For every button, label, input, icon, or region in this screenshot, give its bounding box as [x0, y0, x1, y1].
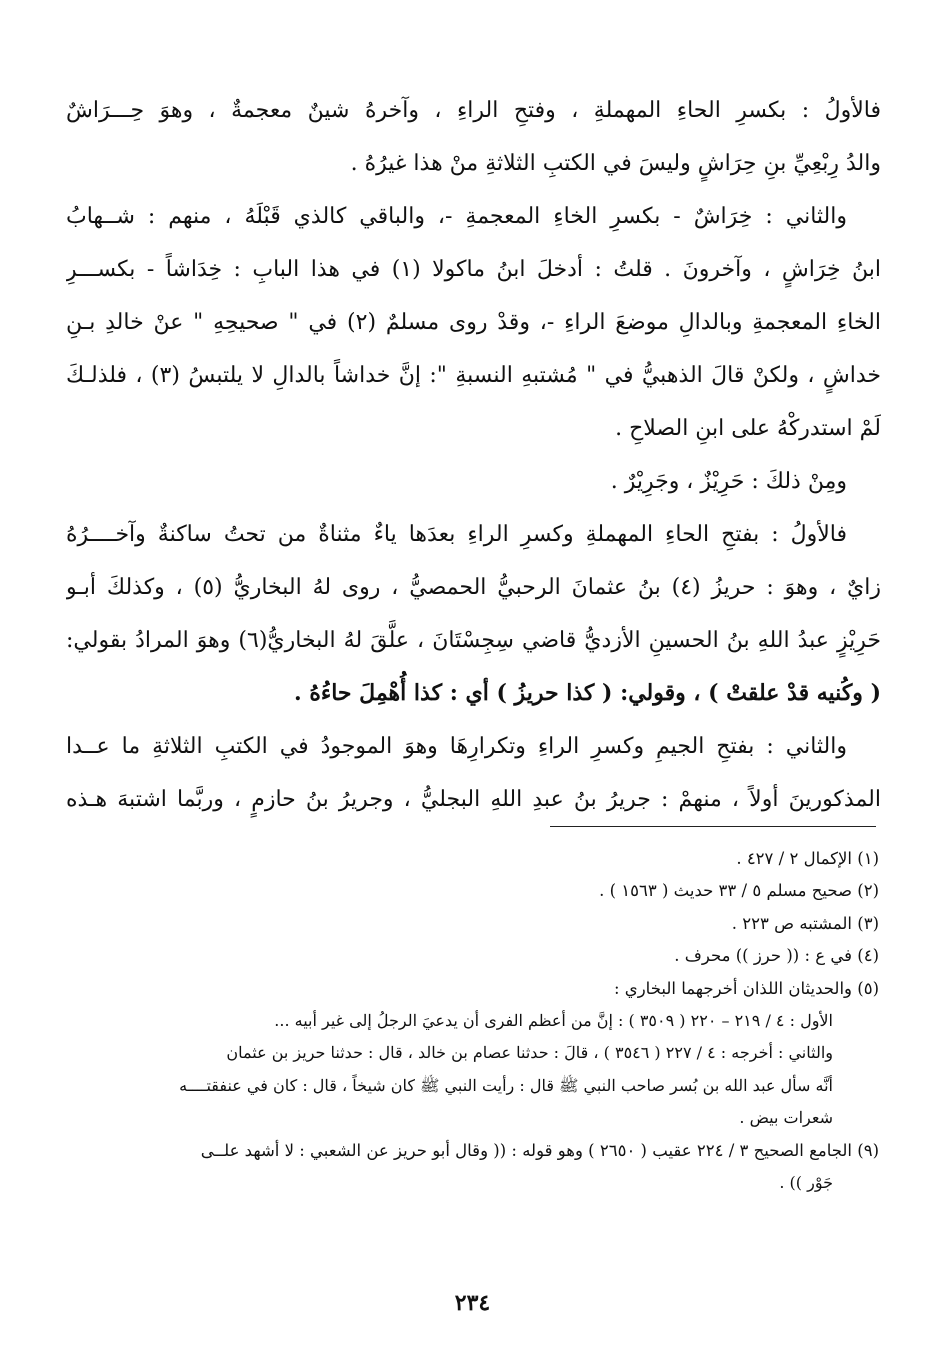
text-line: لَمْ استدركْهُ على ابنِ الصلاحِ . [615, 416, 881, 441]
footnote: (٥) والحديثان اللذان أخرجهما البخاري : [614, 978, 879, 998]
text-line: ( وكُنيه قدْ علقتْ ) ، وقولي: ( كذا حريزُ ) أي : كذا أُهْمِلَ حاءُهُ . [294, 680, 881, 706]
footnote: (٣) المشتبه ص ٢٢٣ . [731, 913, 879, 933]
page-number: ٢٣٤ [454, 1290, 491, 1316]
footnote: (١) الإكمال ٢ / ٤٢٧ . [736, 849, 879, 868]
text-line: والثاني : بفتحِ الجيمِ وكسرِ الراءِ وتكرارِهَا وهوَ الموجودُ في الكتبِ الثلاثةِ ما عــدا [66, 734, 847, 759]
main-text [66, 84, 881, 826]
footnote-line: الأول : ٤ / ٢١٩ – ٢٢٠ ( ٣٥٠٩ ) : إنَّ من أعظم الفرى أن يدعيَ الرجلُ إلى غير أبيه ... [274, 1010, 833, 1030]
text-line: خداشٍ ، ولكنْ قالَ الذهبيُّ في " مُشتبهِ النسبةِ ": إنَّ خداشاً بالدالِ لا يلتبسُ (٣) ، فلذلـكَ [66, 363, 881, 388]
footnote-line: جَوْر )) . [779, 1172, 833, 1192]
footnote: (٤) في ع : (( حرز )) محرف . [674, 946, 879, 966]
text-line: فالأولُ : بفتحِ الحاءِ المهملةِ وكسرِ الراءِ بعدَها ياءٌ مثناةٌ من تحتُ ساكنةٌ وآخــــرُهُ [66, 522, 847, 547]
footnote: (٢) صحيح مسلم ٥ / ٣٣ حديث ( ١٥٦٣ ) . [599, 881, 879, 901]
footnote-separator [550, 826, 876, 827]
text-line: حَرِيْزٍ عبدُ اللهِ بنُ الحسينِ الأزديُّ قاضي سِجِسْتَانَ ، علَّقَ لهُ البخاريُّ(٦) وهوَ المرادُ بقولي: [66, 628, 881, 653]
text-line: ومِنْ ذلكَ : حَرِيْزٌ ، وجَرِيْرٌ . [610, 469, 847, 494]
text-line: فالأولُ : بكسرِ الحاءِ المهملةِ ، وفتحِ الراءِ ، وآخرهُ شينٌ معجمةٌ ، وهوَ حِـــرَاشٌ [66, 98, 881, 123]
footnote-line: والثاني : أخرجه : ٤ / ٢٢٧ ( ٣٥٤٦ ) ، قالَ : حدثنا عصام بن خالد ، قال : حدثنا حريز بن عثمان [226, 1043, 833, 1063]
text-line: ابنُ خِرَاشٍ ، وآخرونَ . قلتُ : أدخلَ ابنُ ماكولا (١) في هذا البابِ : خِدَاشاً - بكســـرِ [66, 257, 881, 282]
text-line: زايٌ ، وهوَ : حريزُ (٤) بنُ عثمانَ الرحبيُّ الحمصيُّ ، روى لهُ البخاريُّ (٥) ، وكذلكَ أبـو [66, 575, 881, 600]
text-line: والثاني : خِرَاشٌ - بكسرِ الخاءِ المعجمةِ -، والباقي كالذي قَبْلَهُ ، منهم : شــهابُ [66, 204, 847, 229]
footnote-line: شعرات بيض . [739, 1108, 833, 1128]
footnotes [60, 843, 879, 1199]
text-line: الخاءِ المعجمةِ وبالدالِ موضعَ الراءِ -، وقدْ روى مسلمٌ (٢) في " صحيحِهِ " عنْ خالدِ بـنِ [66, 310, 881, 335]
footnote-line: أنَّه سأل عبد الله بن بُسر صاحب النبي ﷺ قال : رأيت النبي ﷺ كان شيخاً ، قال : كان في عنفقتــــه [179, 1075, 833, 1095]
footnote: (٩) الجامع الصحيح ٣ / ٢٢٤ عقيب ( ٢٦٥٠ ) وهو قوله : (( وقال أبو حريز عن الشعبي : لا أشهد علــى [200, 1140, 879, 1160]
text-line: والدُ رِبْعِيِّ بنِ حِرَاشٍ وليسَ في الكتبِ الثلاثةِ منْ هذا غيرُهُ . [350, 151, 881, 176]
text-line: المذكورينَ أولاً ، منهمْ : جريرُ بنُ عبدِ اللهِ البجليُّ ، وجريرُ بنُ حازمٍ ، وربَّما اشتبهَ هـذه [66, 787, 881, 812]
